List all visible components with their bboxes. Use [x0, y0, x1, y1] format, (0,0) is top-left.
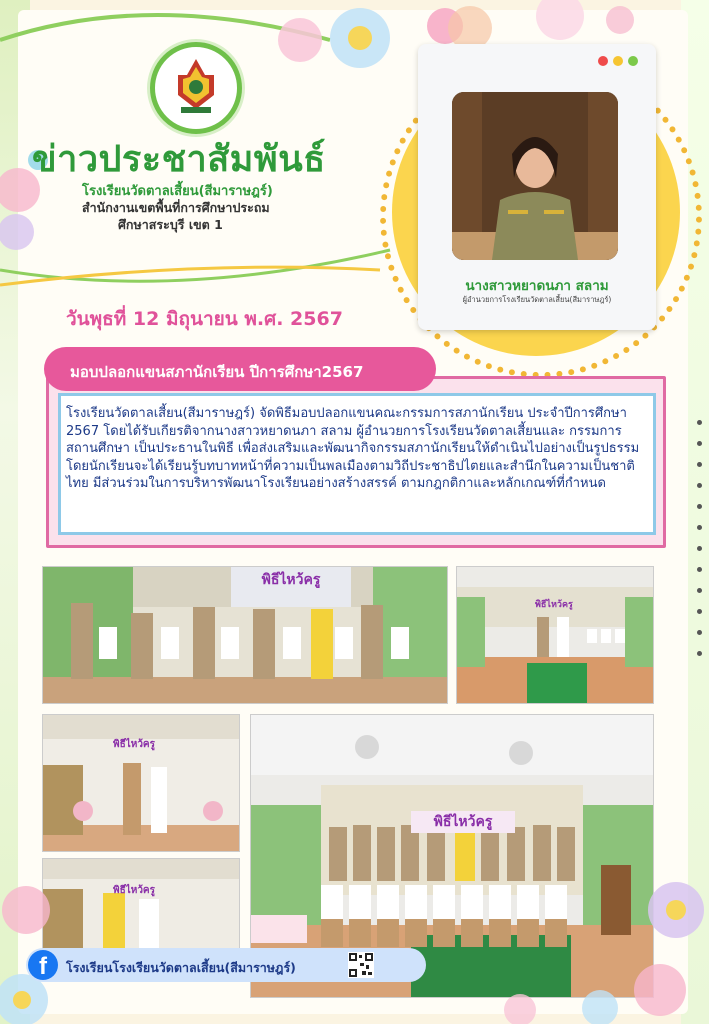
page-title: ข่าวประชาสัมพันธ์ [32, 138, 326, 180]
facebook-page-name[interactable]: โรงเรียนโรงเรียนวัดตาลเสี้ยน(สีมาราษฎร์) [66, 960, 296, 975]
news-date: วันพุธที่ 12 มิถุนายน พ.ศ. 2567 [66, 308, 343, 330]
photo-3-banner: พิธีไหว้ครู [113, 739, 155, 750]
director-position: ผู้อำนวยการโรงเรียนวัดตาลเสี้ยน(สีมาราษฎร์) [462, 295, 612, 304]
photo-4-banner: พิธีไหว้ครู [113, 885, 155, 896]
photo-1-banner: พิธีไหว้ครู [261, 572, 321, 588]
facebook-icon[interactable]: f [28, 950, 58, 980]
photo-5-banner: พิธีไหว้ครู [411, 811, 515, 833]
window-dots [598, 56, 638, 66]
director-portrait [452, 92, 618, 260]
red-dot-icon [598, 56, 608, 66]
article-headline: มอบปลอกแขนสภานักเรียน ปีการศึกษา2567 [70, 363, 364, 381]
office-line-1: สำนักงานเขตพื้นที่การศึกษาประถม [82, 200, 270, 215]
qr-code-icon [348, 952, 374, 978]
event-photo-1 [42, 566, 448, 704]
emblem-icon [169, 57, 223, 117]
office-line-2: ศึกษาสระบุรี เขต 1 [118, 217, 223, 232]
event-photo-3 [42, 714, 240, 852]
green-dot-icon [628, 56, 638, 66]
article-body: โรงเรียนวัดตาลเสี้ยน(สีมาราษฎร์) จัดพิธีมอบปลอกแขนคณะกรรมการสภานักเรียน ประจำปีการศึกษา 2567 โดยได้รับเกียรติจากนางสาวหยาดนภา สลาม ผู้อำนวยการโรงเรียนวัดตาลเสี้ยนและ กรรมการสถานศึกษา เป็นประธานในพิธี เพื่อส่งเสริมและพัฒนากิจกรรมสภานักเรียนให้ดำเนินไปอย่างเป็นรูปธรรม โดยนักเรียนจะได้เรียนรู้บทบาทหน้าที่ความเป็นพลเมืองตามวิถีประชาธิปไตยและสำนึกในความเป็นชาติไทย มีส่วนร่วมในการบริหารพัฒนาโรงเรียนอย่างสร้างสรรค์ ตามกฎกติกาและหลักเกณฑ์ที่กำหนด [66, 406, 640, 491]
photo-2-banner: พิธีไหว้ครู [535, 600, 573, 610]
side-dot-decoration [697, 420, 703, 672]
director-name: นางสาวหยาดนภา สลาม [465, 278, 609, 294]
event-photo-2 [456, 566, 654, 704]
school-logo [150, 42, 242, 134]
yellow-dot-icon [613, 56, 623, 66]
school-name: โรงเรียนวัดตาลเสี้ยน(สีมาราษฎร์) [82, 184, 273, 199]
director-card [418, 44, 656, 330]
